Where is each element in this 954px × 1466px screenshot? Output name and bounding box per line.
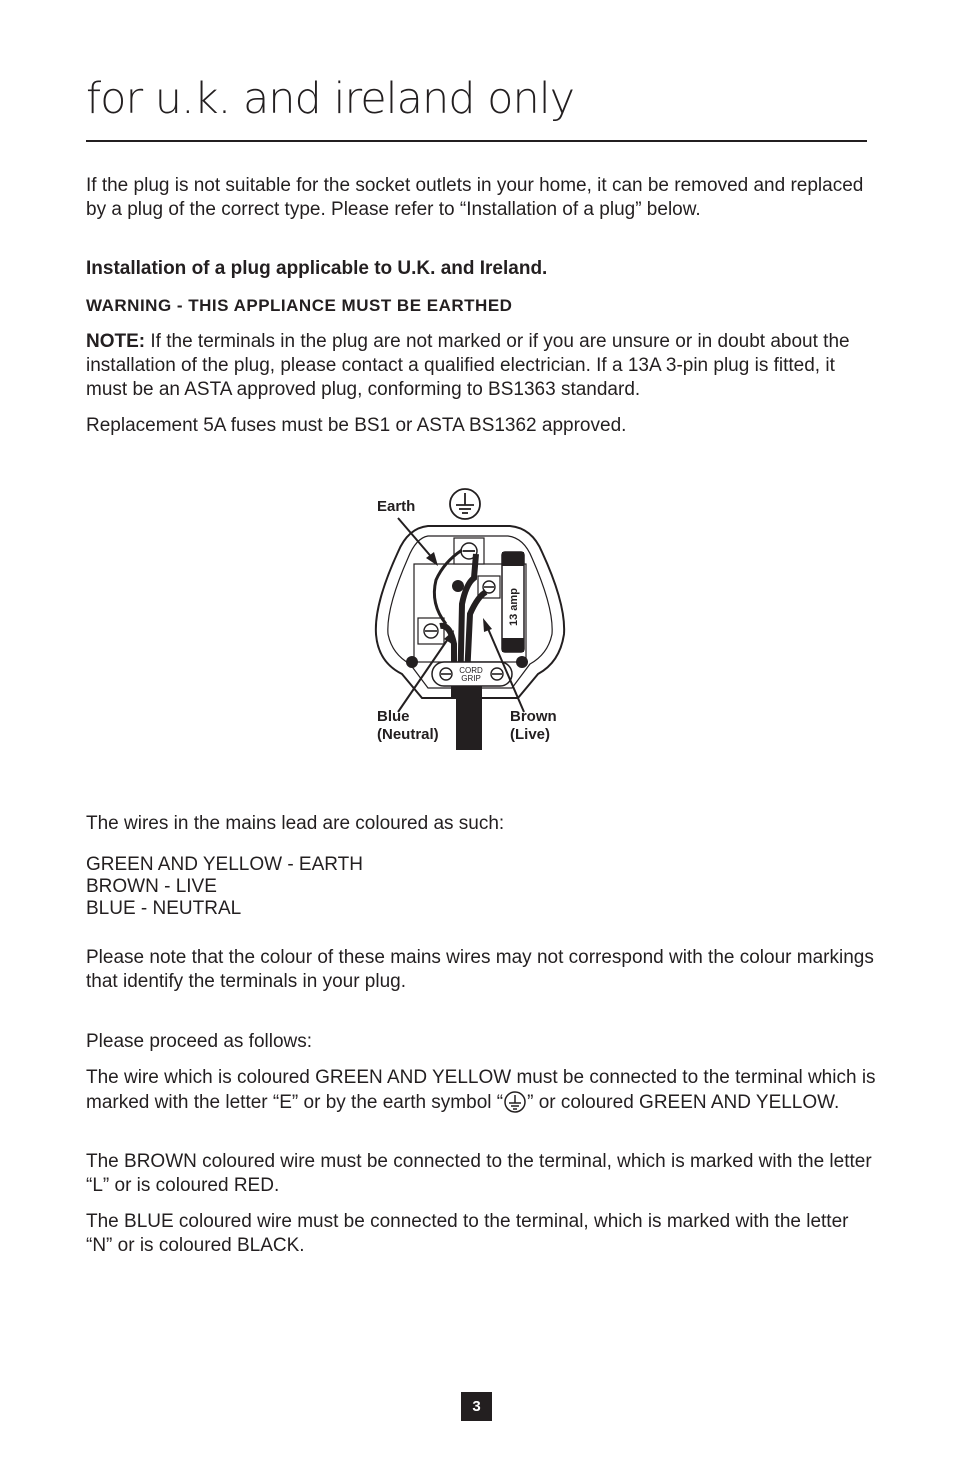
fuse (502, 552, 524, 652)
page-number: 3 (461, 1392, 492, 1421)
list-item: BLUE - NEUTRAL (86, 898, 242, 919)
brown-instruction-paragraph: The BROWN coloured wire must be connected to the terminal, which is marked with the letter “L” or is coloured RED. (86, 1151, 872, 1196)
earth-instruction-text: The wire which is coloured GREEN AND YELLOW must be connected to the terminal which is marked with the letter “E” or by the earth symbol “ (86, 1067, 876, 1113)
colour-note-paragraph: Please note that the colour of these mains wires may not correspond with the colour markings that identify the terminals in your plug. (86, 947, 874, 992)
neutral-label: (Neutral) (377, 726, 439, 743)
wiring-intro: The wires in the mains lead are coloured as such: (86, 813, 505, 834)
blue-label: Blue (377, 708, 410, 725)
list-item: BROWN - LIVE (86, 876, 217, 897)
brown-label: Brown (510, 708, 557, 725)
note-paragraph (86, 330, 876, 402)
installation-heading: Installation of a plug applicable to U.K. and Ireland. (86, 258, 548, 279)
blue-instruction-paragraph: The BLUE coloured wire must be connected to the terminal, which is marked with the letter “N” or is coloured BLACK. (86, 1211, 849, 1256)
fuse-label: 13 amp (508, 588, 520, 626)
live-label: (Live) (510, 726, 551, 743)
list-item: GREEN AND YELLOW - EARTH (86, 854, 363, 875)
earth-symbol-icon (450, 489, 480, 519)
intro-paragraph: If the plug is not suitable for the socket outlets in your home, it can be removed and replaced by a plug of the correct type. Please refer to “Installation of a plug” below. (86, 175, 864, 220)
cord-grip-label-2: GRIP (461, 674, 481, 683)
earth-symbol-icon (503, 1090, 527, 1114)
mains-cable (456, 686, 482, 750)
plug-wiring-diagram (370, 484, 580, 754)
earth-instruction-paragraph (86, 1066, 876, 1115)
fuse-paragraph: Replacement 5A fuses must be BS1 or ASTA BS1362 approved. (86, 415, 627, 436)
title-divider (86, 140, 867, 142)
page-title: for u.k. and ireland only (86, 74, 575, 124)
warning-heading: WARNING - THIS APPLIANCE MUST BE EARTHED (86, 296, 513, 315)
wire-colour-list (86, 854, 363, 920)
note-text: If the terminals in the plug are not marked or if you are unsure or in doubt about the installation of the plug, please contact a qualified electrician. If a 13A 3-pin plug is fitted, it must be an ASTA approved plug, conforming to BS1363 standard. (86, 331, 850, 400)
cord-grip-label-1: CORD (459, 666, 483, 675)
earth-label: Earth (377, 498, 416, 515)
note-label: NOTE: (86, 331, 146, 352)
proceed-paragraph: Please proceed as follows: (86, 1031, 313, 1052)
cord-grip (432, 662, 512, 686)
earth-instruction-text-end: ” or coloured GREEN AND YELLOW. (527, 1092, 840, 1113)
